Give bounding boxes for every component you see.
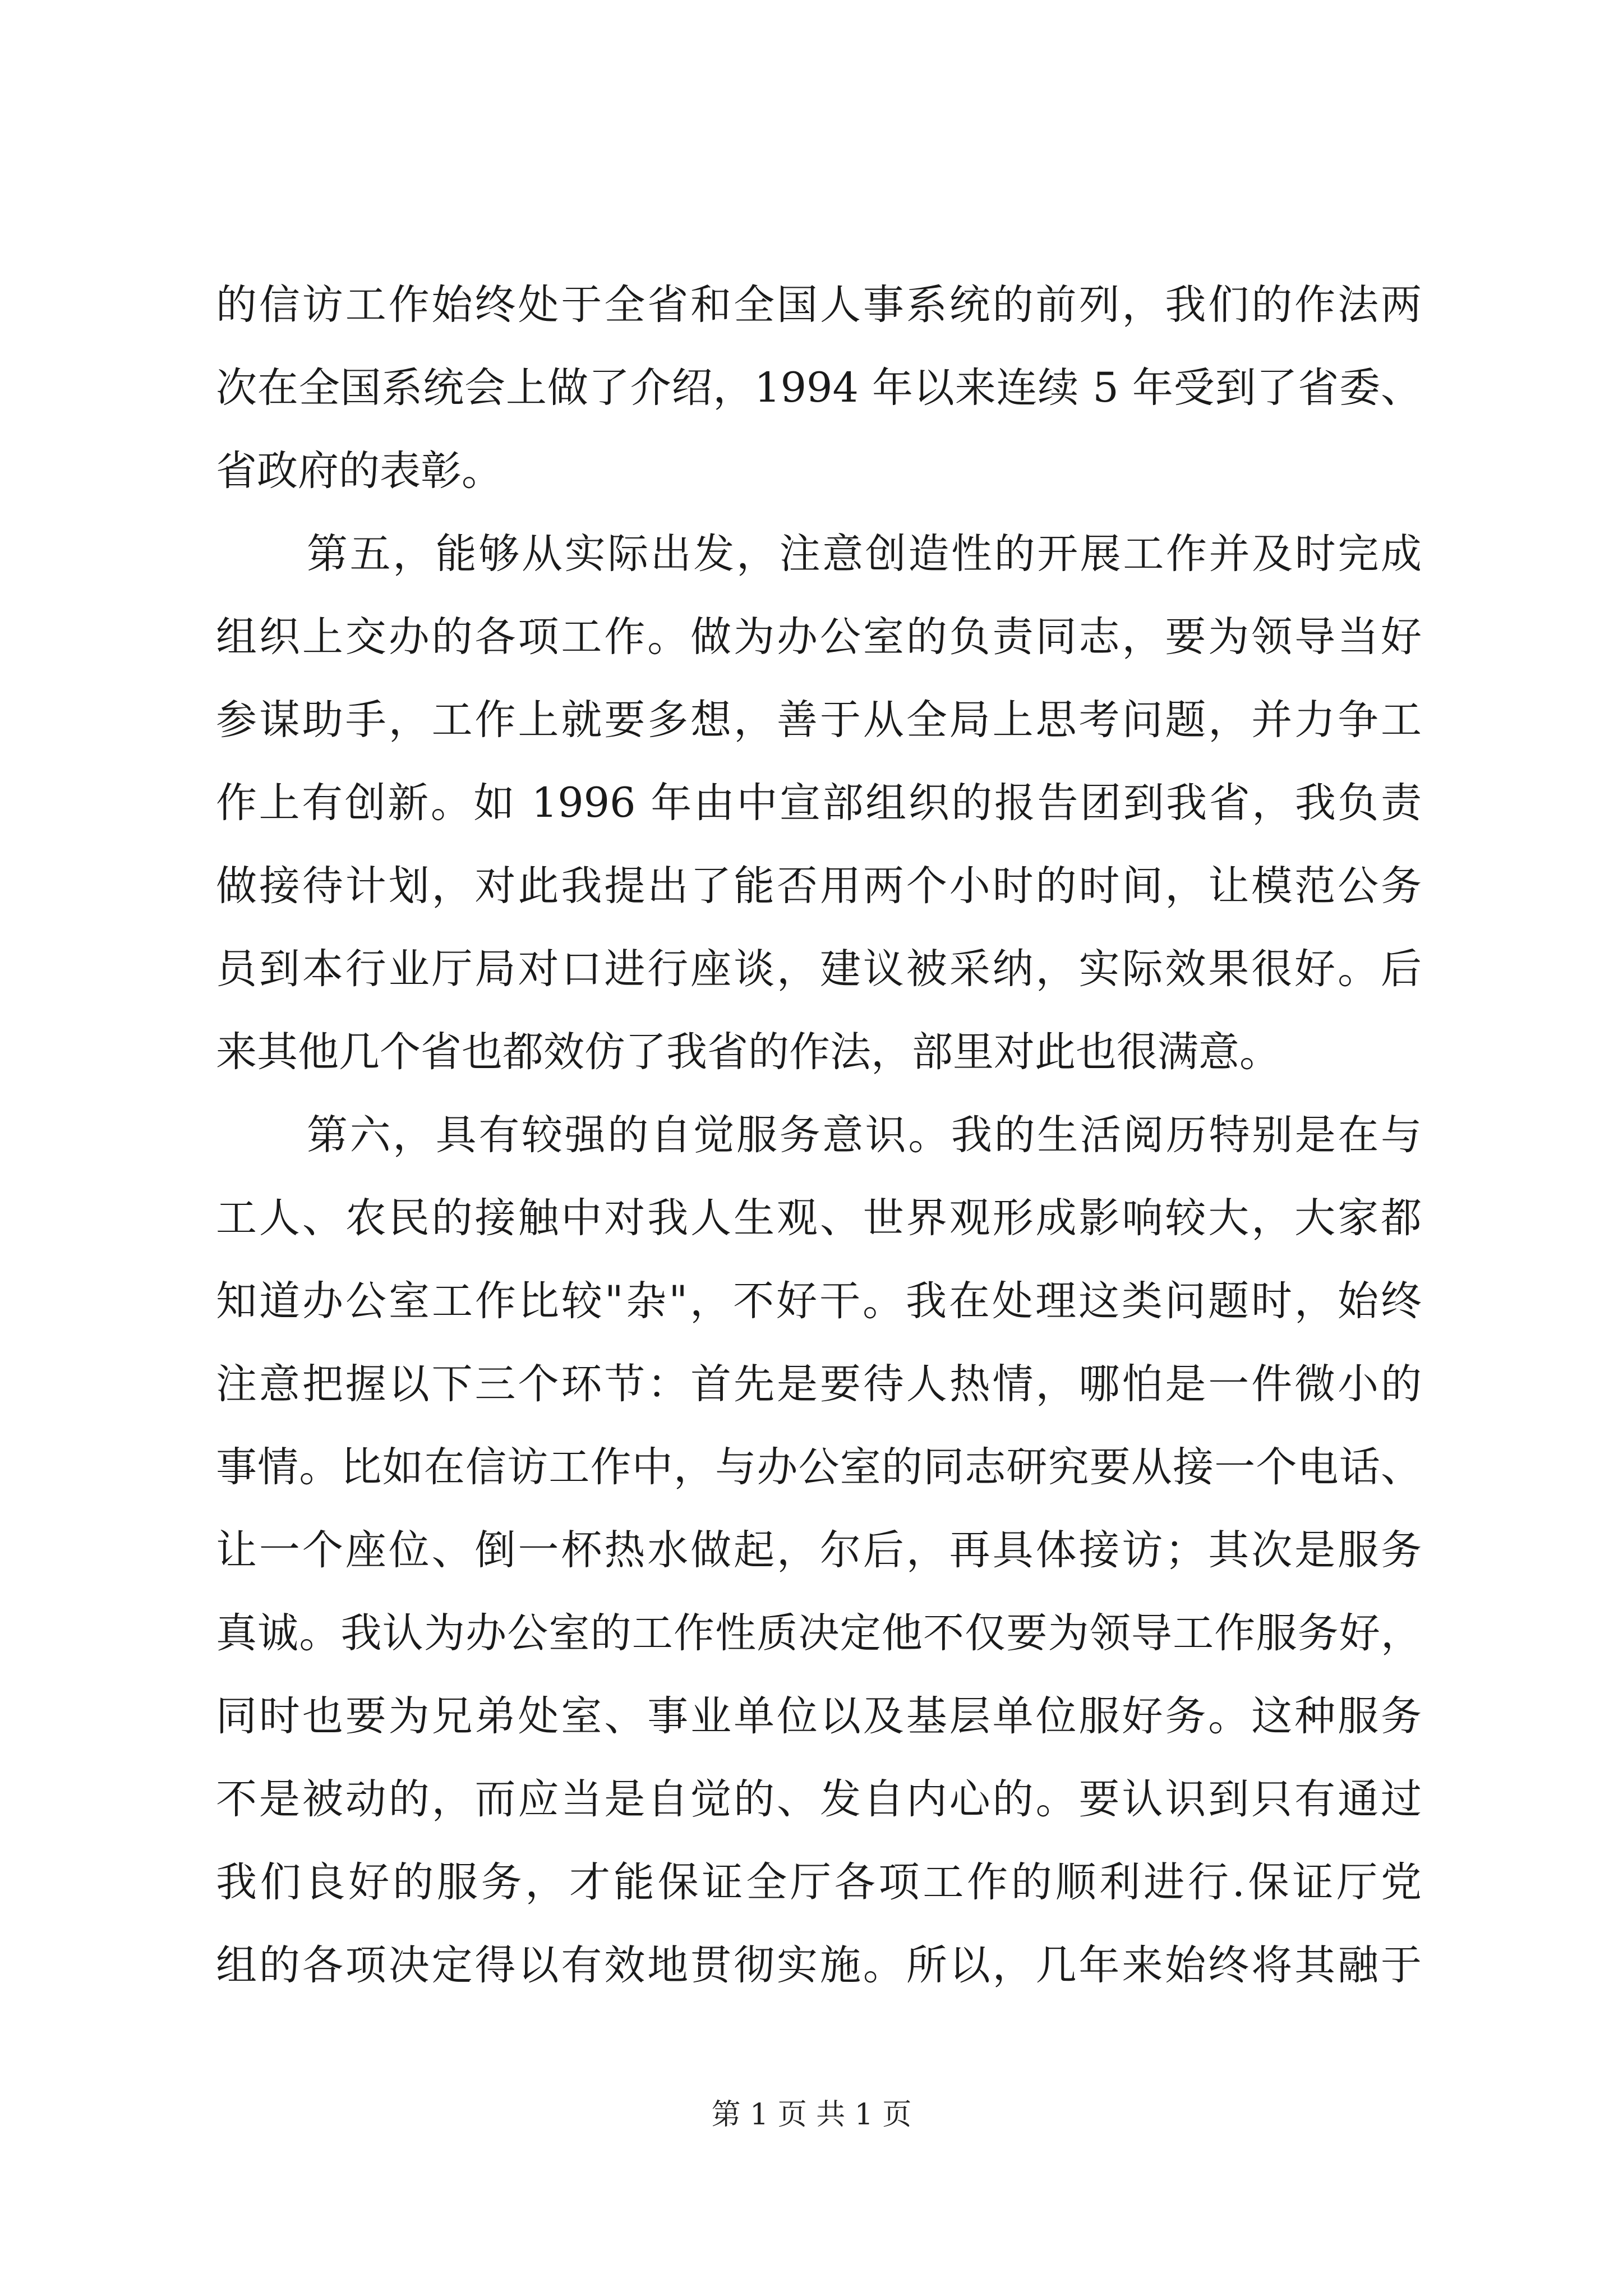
text-line: 省政府的表彰。 <box>216 447 502 495</box>
text-line: 真诚。我认为办公室的工作性质决定他不仅要为领导工作服务好， <box>216 1609 1422 1657</box>
text-line: 作上有创新。如 1996 年由中宣部组织的报告团到我省，我负责 <box>216 779 1422 827</box>
text-line: 第五，能够从实际出发，注意创造性的开展工作并及时完成 <box>307 530 1422 578</box>
text-line: 来其他几个省也都效仿了我省的作法，部里对此也很满意。 <box>216 1028 1280 1076</box>
text-line: 让一个座位、倒一杯热水做起，尔后，再具体接访；其次是服务 <box>216 1526 1422 1574</box>
text-line: 组的各项决定得以有效地贯彻实施。所以，几年来始终将其融于 <box>216 1941 1422 1989</box>
text-line: 次在全国系统会上做了介绍，1994 年以来连续 5 年受到了省委、 <box>216 364 1422 412</box>
text-line: 注意把握以下三个环节：首先是要待人热情，哪怕是一件微小的 <box>216 1360 1422 1408</box>
document-body <box>216 264 1422 2007</box>
text-line: 事情。比如在信访工作中，与办公室的同志研究要从接一个电话、 <box>216 1443 1422 1491</box>
text-line: 不是被动的，而应当是自觉的、发自内心的。要认识到只有通过 <box>216 1775 1422 1823</box>
text-line: 我们良好的服务，才能保证全厅各项工作的顺利进行.保证厅党 <box>216 1858 1422 1906</box>
text-line: 知道办公室工作比较"杂"，不好干。我在处理这类问题时，始终 <box>216 1277 1422 1325</box>
text-line: 做接待计划，对此我提出了能否用两个小时的时间，让模范公务 <box>216 862 1422 910</box>
text-line: 参谋助手，工作上就要多想，善于从全局上思考问题，并力争工 <box>216 696 1422 744</box>
text-line: 同时也要为兄弟处室、事业单位以及基层单位服好务。这种服务 <box>216 1692 1422 1740</box>
text-line: 组织上交办的各项工作。做为办公室的负责同志，要为领导当好 <box>216 613 1422 661</box>
text-line: 第六，具有较强的自觉服务意识。我的生活阅历特别是在与 <box>307 1111 1422 1159</box>
page-footer: 第 1 页 共 1 页 <box>711 2098 912 2132</box>
text-line: 工人、农民的接触中对我人生观、世界观形成影响较大，大家都 <box>216 1194 1422 1242</box>
text-line: 员到本行业厅局对口进行座谈，建议被采纳，实际效果很好。后 <box>216 945 1422 993</box>
text-line: 的信访工作始终处于全省和全国人事系统的前列，我们的作法两 <box>216 281 1422 329</box>
